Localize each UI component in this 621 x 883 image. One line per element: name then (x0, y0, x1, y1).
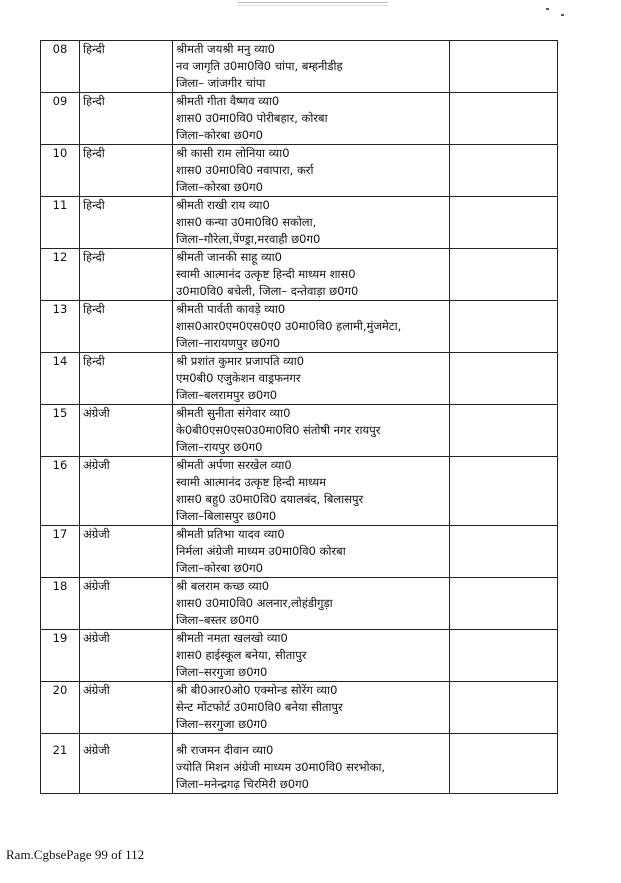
subject-cell: हिन्दी (80, 353, 173, 405)
detail-line: जिला–रायपुर छ0ग0 (176, 440, 263, 454)
serial-number: 21 (41, 734, 80, 794)
empty-cell (450, 682, 558, 734)
page-footer: Ram.CgbsePage 99 of 112 (6, 847, 145, 862)
detail-line: के0बी0एस0एस0उ0मा0वि0 संतोषी नगर रायपुर (176, 423, 381, 437)
empty-cell (450, 301, 558, 353)
empty-cell (450, 249, 558, 301)
serial-number: 14 (41, 353, 80, 405)
detail-line: शास0आर0एम0एस0ए0 उ0मा0वि0 हलामी,मुंजमेटा, (176, 319, 402, 333)
subject-cell: अंग्रेजी (80, 630, 173, 682)
serial-number: 09 (41, 93, 80, 145)
detail-line: ज्योति मिशन अंग्रेजी माध्यम उ0मा0वि0 सरभोका, (176, 760, 386, 774)
detail-line: श्रीमती जयश्री मनु व्या0 (176, 42, 275, 56)
detail-line: शास0 उ0मा0वि0 अलनार,लोहंडीगुड़ा (176, 596, 333, 610)
detail-line: स्वामी आत्मानंद उत्कृष्ट हिन्दी माध्यम शास0 (176, 267, 356, 281)
teacher-details-cell (173, 682, 450, 734)
subject-cell: हिन्दी (80, 249, 173, 301)
detail-line: श्रीमती प्रतिभा यादव व्या0 (176, 527, 285, 541)
empty-cell (450, 197, 558, 249)
detail-line: जिला–कोरबा छ0ग0 (176, 180, 263, 194)
serial-number: 11 (41, 197, 80, 249)
empty-cell (450, 353, 558, 405)
teacher-details-cell (173, 301, 450, 353)
detail-line: जिला–नारायणपुर छ0ग0 (176, 336, 281, 350)
detail-line: श्री बलराम कच्छ व्या0 (176, 579, 270, 593)
serial-number: 17 (41, 526, 80, 578)
detail-line: एम0बी0 एजुकेशन वाड्रफनगर (176, 371, 301, 385)
table-row (41, 405, 558, 457)
empty-cell (450, 734, 558, 794)
teacher-details-cell (173, 734, 450, 794)
teacher-details-cell (173, 526, 450, 578)
detail-line: निर्मला अंग्रेजी माध्यम उ0मा0वि0 कोरबा (176, 544, 346, 558)
table-row (41, 197, 558, 249)
serial-number: 15 (41, 405, 80, 457)
table-row (41, 526, 558, 578)
detail-line: जिला–गौरेला,पेंण्ड्रा,मरवाही छ0ग0 (176, 232, 321, 246)
teacher-details-cell (173, 145, 450, 197)
scan-top-line (238, 2, 388, 3)
detail-line: श्रीमती राखी राय व्या0 (176, 198, 270, 212)
detail-line: शास0 कन्या उ0मा0वि0 सकोला, (176, 215, 317, 229)
detail-line: उ0मा0वि0 बचेली, जिला– दन्तेवाड़ा छ0ग0 (176, 284, 359, 298)
serial-number: 16 (41, 457, 80, 526)
teacher-list-table (40, 40, 558, 794)
detail-line: श्रीमती गीता वैष्णव व्या0 (176, 94, 280, 108)
detail-line: शास0 बहु0 उ0मा0वि0 दयालबंद, बिलासपुर (176, 492, 364, 506)
detail-line: श्री कासी राम लोनिया व्या0 (176, 146, 290, 160)
empty-cell (450, 630, 558, 682)
serial-number: 10 (41, 145, 80, 197)
detail-line: श्रीमती सुनीता संगेवार व्या0 (176, 406, 291, 420)
table-row (41, 578, 558, 630)
subject-cell: हिन्दी (80, 145, 173, 197)
detail-line: नव जागृति उ0मा0वि0 चांपा, बम्हनीडीह (176, 59, 343, 73)
subject-cell: हिन्दी (80, 93, 173, 145)
serial-number: 19 (41, 630, 80, 682)
detail-line: श्रीमती जानकी साहू व्या0 (176, 250, 282, 264)
table-row (41, 457, 558, 526)
table-row (41, 41, 558, 93)
table-row (41, 353, 558, 405)
subject-cell: हिन्दी (80, 41, 173, 93)
teacher-details-cell (173, 41, 450, 93)
serial-number: 08 (41, 41, 80, 93)
teacher-details-cell (173, 630, 450, 682)
scan-speck (546, 8, 549, 10)
detail-line: जिला– जांजगीर चांपा (176, 76, 266, 90)
subject-cell: अंग्रेजी (80, 526, 173, 578)
detail-line: जिला–मनेन्द्रगढ़ चिरमिरी छ0ग0 (176, 777, 309, 791)
detail-line: श्री बी0आर0ओ0 एक्मोन्ड सोरेंग व्या0 (176, 683, 338, 697)
detail-line: स्वामी आत्मानंद उत्कृष्ट हिन्दी माध्यम (176, 475, 327, 489)
table-row (41, 93, 558, 145)
table-row (41, 734, 558, 794)
serial-number: 12 (41, 249, 80, 301)
serial-number: 18 (41, 578, 80, 630)
empty-cell (450, 405, 558, 457)
detail-line: जिला–बलरामपुर छ0ग0 (176, 388, 278, 402)
detail-line: शास0 हाईस्कूल बनेया, सीतापुर (176, 648, 307, 662)
empty-cell (450, 145, 558, 197)
teacher-details-cell (173, 249, 450, 301)
teacher-details-cell (173, 405, 450, 457)
detail-line: श्री प्रशांत कुमार प्रजापति व्या0 (176, 354, 305, 368)
subject-cell: अंग्रेजी (80, 405, 173, 457)
detail-line: जिला–बस्तर छ0ग0 (176, 613, 260, 627)
subject-cell: अंग्रेजी (80, 682, 173, 734)
detail-line: जिला–सरगुजा छ0ग0 (176, 665, 268, 679)
subject-cell: अंग्रेजी (80, 578, 173, 630)
empty-cell (450, 41, 558, 93)
teacher-details-cell (173, 197, 450, 249)
subject-cell: अंग्रेजी (80, 457, 173, 526)
table-row (41, 682, 558, 734)
table-row (41, 301, 558, 353)
table-row (41, 249, 558, 301)
subject-cell: हिन्दी (80, 301, 173, 353)
table-row (41, 630, 558, 682)
detail-line: जिला–कोरबा छ0ग0 (176, 128, 263, 142)
scan-speck (561, 14, 564, 16)
detail-line: सेन्ट मोंटफोर्ट उ0मा0वि0 बनेया सीतापुर (176, 700, 343, 714)
teacher-details-cell (173, 93, 450, 145)
detail-line: श्रीमती अर्पणा सरखेल व्या0 (176, 458, 292, 472)
empty-cell (450, 457, 558, 526)
empty-cell (450, 578, 558, 630)
detail-line: श्रीमती पार्वती कावड़े व्या0 (176, 302, 286, 316)
scan-top-line-faint (238, 5, 388, 6)
table-row (41, 145, 558, 197)
serial-number: 13 (41, 301, 80, 353)
subject-cell: हिन्दी (80, 197, 173, 249)
teacher-details-cell (173, 578, 450, 630)
empty-cell (450, 526, 558, 578)
detail-line: शास0 उ0मा0वि0 पोरीबहार, कोरबा (176, 111, 328, 125)
detail-line: शास0 उ0मा0वि0 नवापारा, कर्रा (176, 163, 314, 177)
empty-cell (450, 93, 558, 145)
teacher-details-cell (173, 353, 450, 405)
teacher-details-cell (173, 457, 450, 526)
detail-line: जिला–बिलासपुर छ0ग0 (176, 509, 277, 523)
detail-line: श्रीमती नमता खलखो व्या0 (176, 631, 288, 645)
detail-line: श्री राजमन दीवान व्या0 (176, 743, 274, 757)
detail-line: जिला–कोरबा छ0ग0 (176, 561, 263, 575)
subject-cell: अंग्रेजी (80, 734, 173, 794)
serial-number: 20 (41, 682, 80, 734)
detail-line: जिला–सरगुजा छ0ग0 (176, 717, 268, 731)
